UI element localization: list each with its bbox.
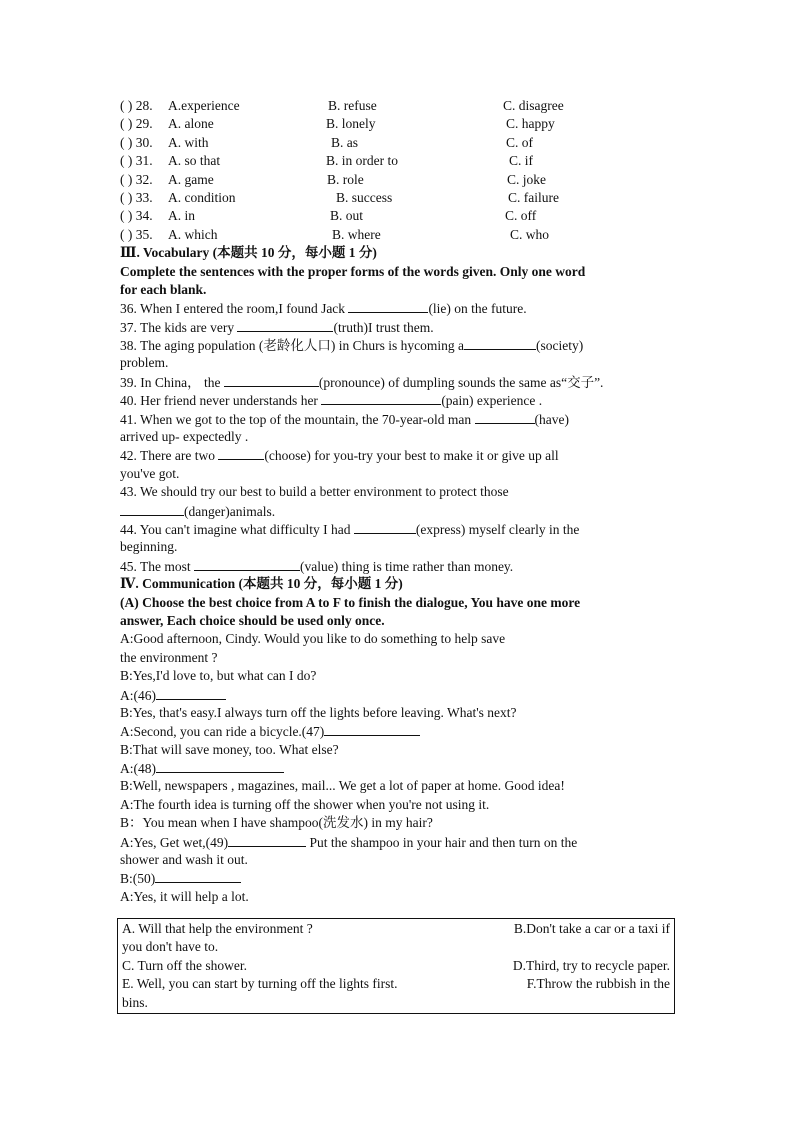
mc-option-b: B. where [332,226,381,242]
dialogue-line: A:The fourth idea is turning off the shower when you're not using it. [120,796,490,812]
mc-number: ( ) 29. [120,116,153,132]
dialogue-49 [120,833,672,851]
mc-option-a: A. alone [168,116,214,132]
choice-f-cont: bins. [122,994,148,1010]
question-37 [120,318,672,336]
question-text: 39. In China， the [120,374,224,390]
choices-row [122,938,670,956]
dialogue-line: B：You mean when I have shampoo(洗发水) in my hair? [120,815,433,831]
answer-blank[interactable] [156,686,226,700]
choice-e: E. Well, you can start by turning off the lights first. [122,976,398,992]
question-text: 41. When we got to the top of the mountain, the 70-year-old man [120,411,475,427]
answer-blank[interactable] [224,373,319,387]
question-41 [120,410,672,428]
question-40 [120,391,672,409]
question-text: (pronounce) of dumpling sounds the same as“交子”. [318,374,604,390]
mc-option-c: C. if [509,153,534,169]
section-instruction: Complete the sentences with the proper forms of the words given. Only one word [120,263,586,279]
mc-row-29 [120,115,672,133]
question-text: (pain) experience . [441,393,543,409]
answer-blank[interactable] [156,759,284,773]
dialogue-line: A:Good afternoon, Cindy. Would you like to do something to help save [120,631,506,647]
question-text: 42. There are two [120,448,219,464]
question-44 [120,520,672,538]
mc-option-a: A.experience [168,98,240,113]
answer-blank[interactable] [237,318,333,332]
answer-blank[interactable] [475,410,535,424]
dialogue-text: A:(46) [120,687,156,703]
section-heading-vocabulary: Ⅲ. Vocabulary (本题共 10 分，每小题 1 分) [120,245,377,261]
question-text: 38. The aging population (老龄化人口) in Churs is hycoming a [120,338,464,354]
dialogue-47 [120,722,672,740]
question-text: (express) myself clearly in the [415,521,580,537]
mc-row-34 [120,207,672,225]
mc-option-c: C. who [510,226,550,242]
choice-c: C. Turn off the shower. [122,957,248,973]
choices-row [122,975,670,993]
choices-row [122,994,670,1012]
dialogue-text: A:Yes, Get wet,(49) [120,834,229,850]
answer-blank[interactable] [155,869,241,883]
dialogue-text: A:Second, you can ride a bicycle.(47) [120,724,325,740]
mc-option-c: C. of [506,134,533,150]
question-text: 36. When I entered the room,I found Jack [120,301,349,317]
question-text: (society) [535,338,584,354]
mc-option-b: B. as [331,134,358,150]
mc-row-35 [120,226,672,244]
answer-blank[interactable] [324,722,420,736]
question-42-cont: you've got. [120,465,180,481]
mc-option-a: A. which [168,226,218,242]
question-38 [120,336,672,354]
dialogue-line: B:Well, newspapers , magazines, mail... We get a lot of paper at home. Good idea! [120,778,565,794]
mc-row-28 [120,97,672,115]
dialogue-line: B:Yes,I'd love to, but what can I do? [120,668,317,684]
mc-option-a: A. in [168,208,195,224]
question-45 [120,557,672,575]
question-44-cont: beginning. [120,539,178,555]
mc-number: ( ) 35. [120,226,153,242]
answer-blank[interactable] [120,502,184,516]
question-38-cont: problem. [120,355,169,371]
answer-blank[interactable] [218,446,264,460]
mc-option-c: C. happy [506,116,555,132]
answer-blank[interactable] [321,391,441,405]
mc-option-c: C. disagree [503,98,564,113]
dialogue-46 [120,686,672,704]
mc-number: ( ) 34. [120,208,153,224]
mc-option-c: C. joke [507,171,546,187]
mc-number: ( ) 28. [120,98,153,113]
dialogue-line: A:Yes, it will help a lot. [120,888,249,904]
mc-row-33 [120,189,672,207]
question-text: 40. Her friend never understands her [120,393,322,409]
question-text: (danger)animals. [184,503,276,519]
mc-option-b: B. lonely [326,116,376,132]
question-text: (value) thing is time rather than money. [300,558,514,574]
dialogue-line: B:Yes, that's easy.I always turn off the lights before leaving. What's next? [120,704,517,720]
dialogue-line: shower and wash it out. [120,852,248,868]
dialogue-text: B:(50) [120,871,156,887]
mc-option-c: C. off [505,208,537,224]
mc-number: ( ) 31. [120,153,153,169]
question-text: (choose) for you-try your best to make it or give up all [264,448,559,464]
question-text: 44. You can't imagine what difficulty I had [120,521,354,537]
mc-option-b: B. refuse [328,98,377,113]
mc-number: ( ) 32. [120,171,153,187]
question-text: (truth)I trust them. [333,319,434,335]
answer-blank[interactable] [348,299,428,313]
question-text: (lie) on the future. [428,301,527,317]
mc-option-a: A. with [168,134,209,150]
mc-row-31 [120,152,672,170]
dialogue-text: Put the shampoo in your hair and then turn on the [309,834,578,850]
mc-option-b: B. out [330,208,364,224]
dialogue-line: the environment ? [120,649,218,665]
question-text: (have) [534,411,570,427]
choices-row [122,957,670,975]
section-instruction: (A) Choose the best choice from A to F to finish the dialogue, You have one more [120,594,581,610]
section-instruction: answer, Each choice should be used only once. [120,612,385,628]
question-43: 43. We should try our best to build a better environment to protect those [120,484,509,500]
question-text: 37. The kids are very [120,319,238,335]
choice-b-cont: you don't have to. [122,939,219,955]
mc-number: ( ) 33. [120,189,153,205]
mc-option-a: A. condition [168,189,236,205]
choice-b: B.Don't take a car or a taxi if [513,921,670,936]
mc-row-30 [120,134,672,152]
question-43-cont [120,502,672,520]
worksheet-page [120,97,672,906]
choice-a: A. Will that help the environment ? [122,921,313,936]
question-36 [120,299,672,317]
mc-option-a: A. game [168,171,214,187]
choices-row [122,920,670,938]
choice-d: D.Third, try to recycle paper. [512,957,670,973]
question-42 [120,446,672,464]
section-heading-communication: Ⅳ. Communication (本题共 10 分，每小题 1 分) [120,576,403,592]
mc-row-32 [120,171,672,189]
answer-blank[interactable] [354,520,416,534]
answer-blank[interactable] [228,833,306,847]
answer-blank[interactable] [194,557,300,571]
mc-option-b: B. role [327,171,364,187]
choice-f: F.Throw the rubbish in the [526,976,670,992]
dialogue-text: A:(48) [120,761,156,777]
mc-number: ( ) 30. [120,134,153,150]
mc-option-a: A. so that [168,153,221,169]
dialogue-line: B:That will save money, too. What else? [120,741,339,757]
dialogue-48 [120,759,672,777]
multiple-choice-list [120,97,672,244]
question-41-cont: arrived up- expectedly . [120,429,249,445]
question-text: 45. The most [120,558,194,574]
answer-blank[interactable] [464,336,536,350]
section-instruction: for each blank. [120,281,207,297]
question-39 [120,373,672,391]
mc-option-b: B. success [336,189,393,205]
dialogue-50 [120,869,672,887]
mc-option-c: C. failure [508,189,559,205]
answer-choices-box [117,918,675,1014]
mc-option-b: B. in order to [326,153,398,169]
